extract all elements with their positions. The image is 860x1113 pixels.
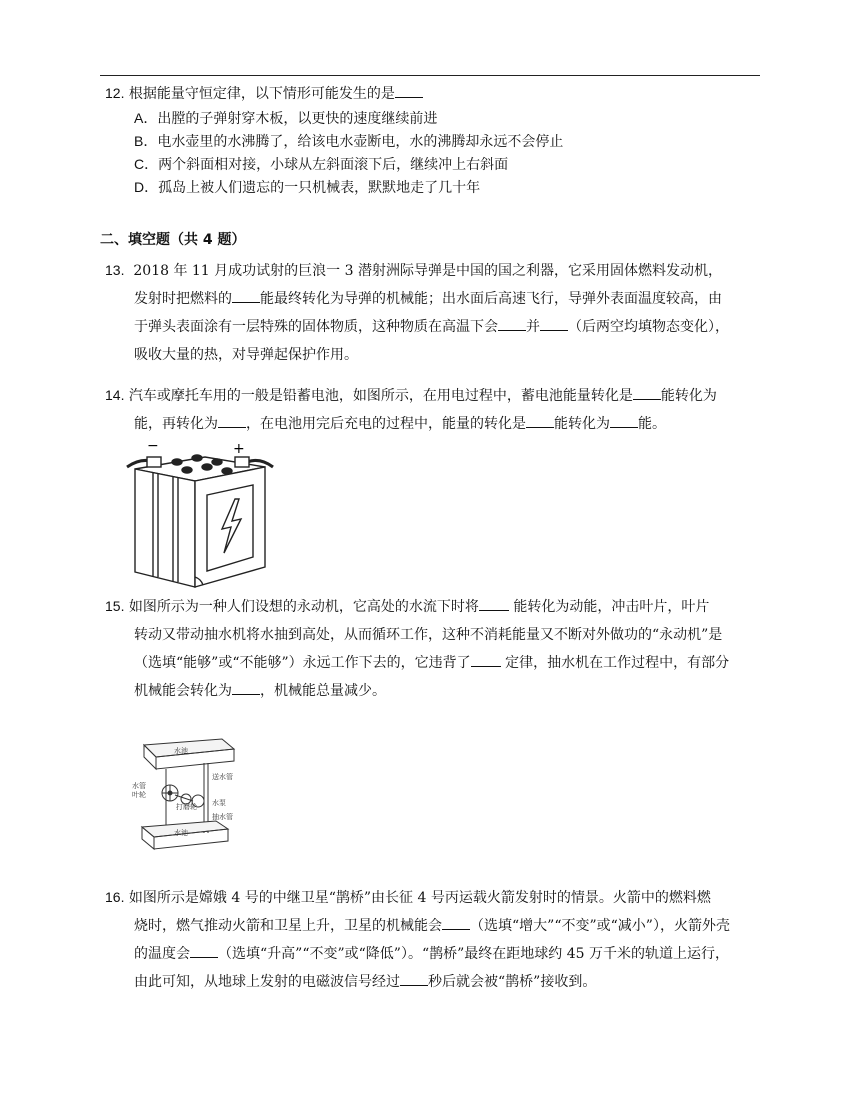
question-text: ，机械能总量减少。 [260, 683, 386, 699]
answer-blank[interactable] [610, 413, 638, 428]
label-top-pool: 水池 [174, 747, 188, 755]
perpetual-motion-figure [130, 735, 240, 853]
question-text: 如图所示为一种人们设想的永动机，它高处的水流下时将 [128, 599, 479, 615]
answer-blank[interactable] [471, 652, 501, 667]
label-bottom-pool: 水池 [174, 829, 188, 837]
question-text: 发射时把燃料的 [134, 291, 232, 307]
answer-blank[interactable] [526, 413, 554, 428]
answer-blank[interactable] [633, 385, 661, 400]
question-number: 16. [105, 889, 125, 905]
question-text: 的温度会 [134, 946, 190, 962]
question-text: 秒后就会被“鹊桥”接收到。 [428, 974, 597, 990]
label-pipe: 水管 [132, 782, 146, 790]
label-send-pipe: 送水管 [212, 773, 233, 781]
answer-blank[interactable] [232, 680, 260, 695]
question-text: 能。 [638, 416, 666, 432]
option-text: 两个斜面相对接，小球从左斜面滚下后，继续冲上右斜面 [158, 157, 509, 173]
question-text: 能转化为动能，冲击叶片，叶片 [513, 599, 710, 615]
question-stem: 根据能量守恒定律，以下情形可能发生的是 [128, 86, 395, 102]
question-text: （后两空均填物态变化）， [568, 319, 729, 335]
answer-blank[interactable] [232, 288, 260, 303]
answer-blank[interactable] [498, 316, 526, 331]
question-text: 于弹头表面涂有一层特殊的固体物质，这种物质在高温下会 [134, 319, 498, 335]
question-16 [105, 883, 765, 996]
option-d[interactable] [134, 176, 480, 199]
question-text: 由此可知，从地球上发射的电磁波信号经过 [134, 974, 400, 990]
question-number: 13. [105, 262, 125, 278]
question-text: 机械能会转化为 [134, 683, 232, 699]
answer-blank[interactable] [442, 915, 470, 930]
answer-blank[interactable] [218, 413, 246, 428]
option-letter: A． [134, 110, 158, 126]
machine-drawing [142, 739, 234, 849]
question-text: 烧时，燃气推动火箭和卫星上升，卫星的机械能会 [134, 918, 442, 934]
question-number: 12. [105, 85, 125, 101]
question-text: 如图所示是嫦娥 4 号的中继卫星“鹊桥”由长征 4 号丙运载火箭发射时的情景。火箭中的燃料燃 [128, 890, 711, 906]
question-text: 能最终转化为导弹的机械能；出水面后高速飞行，导弹外表面温度较高，由 [260, 291, 722, 307]
question-text: （选填“增大”“不变”或“减小”），火箭外壳 [470, 918, 730, 934]
question-text: 并 [526, 319, 540, 335]
option-text: 出膛的子弹射穿木板，以更快的速度继续前进 [157, 111, 438, 127]
question-text: 能，再转化为 [134, 416, 218, 432]
question-text: 2018 年 11 月成功试射的巨浪一 3 潜射洲际导弹是中国的国之利器，它采用固体燃料发动机， [133, 263, 722, 279]
plus-sign: + [233, 441, 245, 457]
answer-blank[interactable] [190, 943, 218, 958]
option-text: 电水壶里的水沸腾了，给该电水壶断电，水的沸腾却永远不会停止 [157, 134, 564, 150]
battery-icon [127, 455, 273, 587]
answer-blank[interactable] [400, 971, 428, 986]
section-title: 二、填空题（共 4 题） [100, 232, 246, 248]
label-blade: 叶轮 [132, 791, 146, 799]
question-13 [105, 256, 765, 369]
answer-blank[interactable] [479, 596, 509, 611]
question-14 [105, 381, 765, 438]
option-b[interactable] [134, 130, 563, 153]
answer-blank[interactable] [540, 316, 568, 331]
label-suck-pipe: 抽水管 [212, 813, 233, 821]
question-text: 能转化为 [660, 388, 717, 404]
question-text: 定律，抽水机在工作过程中，有部分 [505, 655, 730, 671]
question-text: （选填“能够”或“不能够”）永远工作下去的，它违背了 [134, 655, 471, 671]
question-text: （选填“升高”“不变”或“降低”）。“鹊桥”最终在距地球约 45 万千米的轨道上运行， [218, 946, 729, 962]
label-grinder: 打磨轮 [176, 803, 197, 811]
question-text: 能转化为 [554, 416, 610, 432]
answer-blank[interactable] [395, 83, 423, 98]
option-letter: B． [134, 133, 158, 149]
question-number: 14. [105, 387, 125, 403]
question-text: 汽车或摩托车用的一般是铅蓄电池，如图所示，在用电过程中，蓄电池能量转化是 [128, 388, 633, 404]
question-text: 转动又带动抽水机将水抽到高处，从而循环工作，这种不消耗能量又不断对外做功的“永动机”是 [134, 627, 723, 643]
option-letter: C． [134, 156, 159, 172]
label-pump: 水泵 [212, 799, 226, 807]
question-text: 吸收大量的热，对导弹起保护作用。 [134, 347, 358, 363]
option-a[interactable] [134, 107, 437, 130]
option-c[interactable] [134, 153, 508, 176]
question-15 [105, 592, 765, 705]
battery-figure [125, 437, 275, 589]
minus-sign: − [147, 438, 159, 454]
question-number: 15. [105, 598, 125, 614]
option-text: 孤岛上被人们遗忘的一只机械表，默默地走了几十年 [158, 180, 481, 196]
question-text: ，在电池用完后充电的过程中，能量的转化是 [246, 416, 526, 432]
question-12 [105, 79, 765, 108]
option-letter: D． [134, 179, 159, 195]
header-rule [100, 75, 760, 76]
